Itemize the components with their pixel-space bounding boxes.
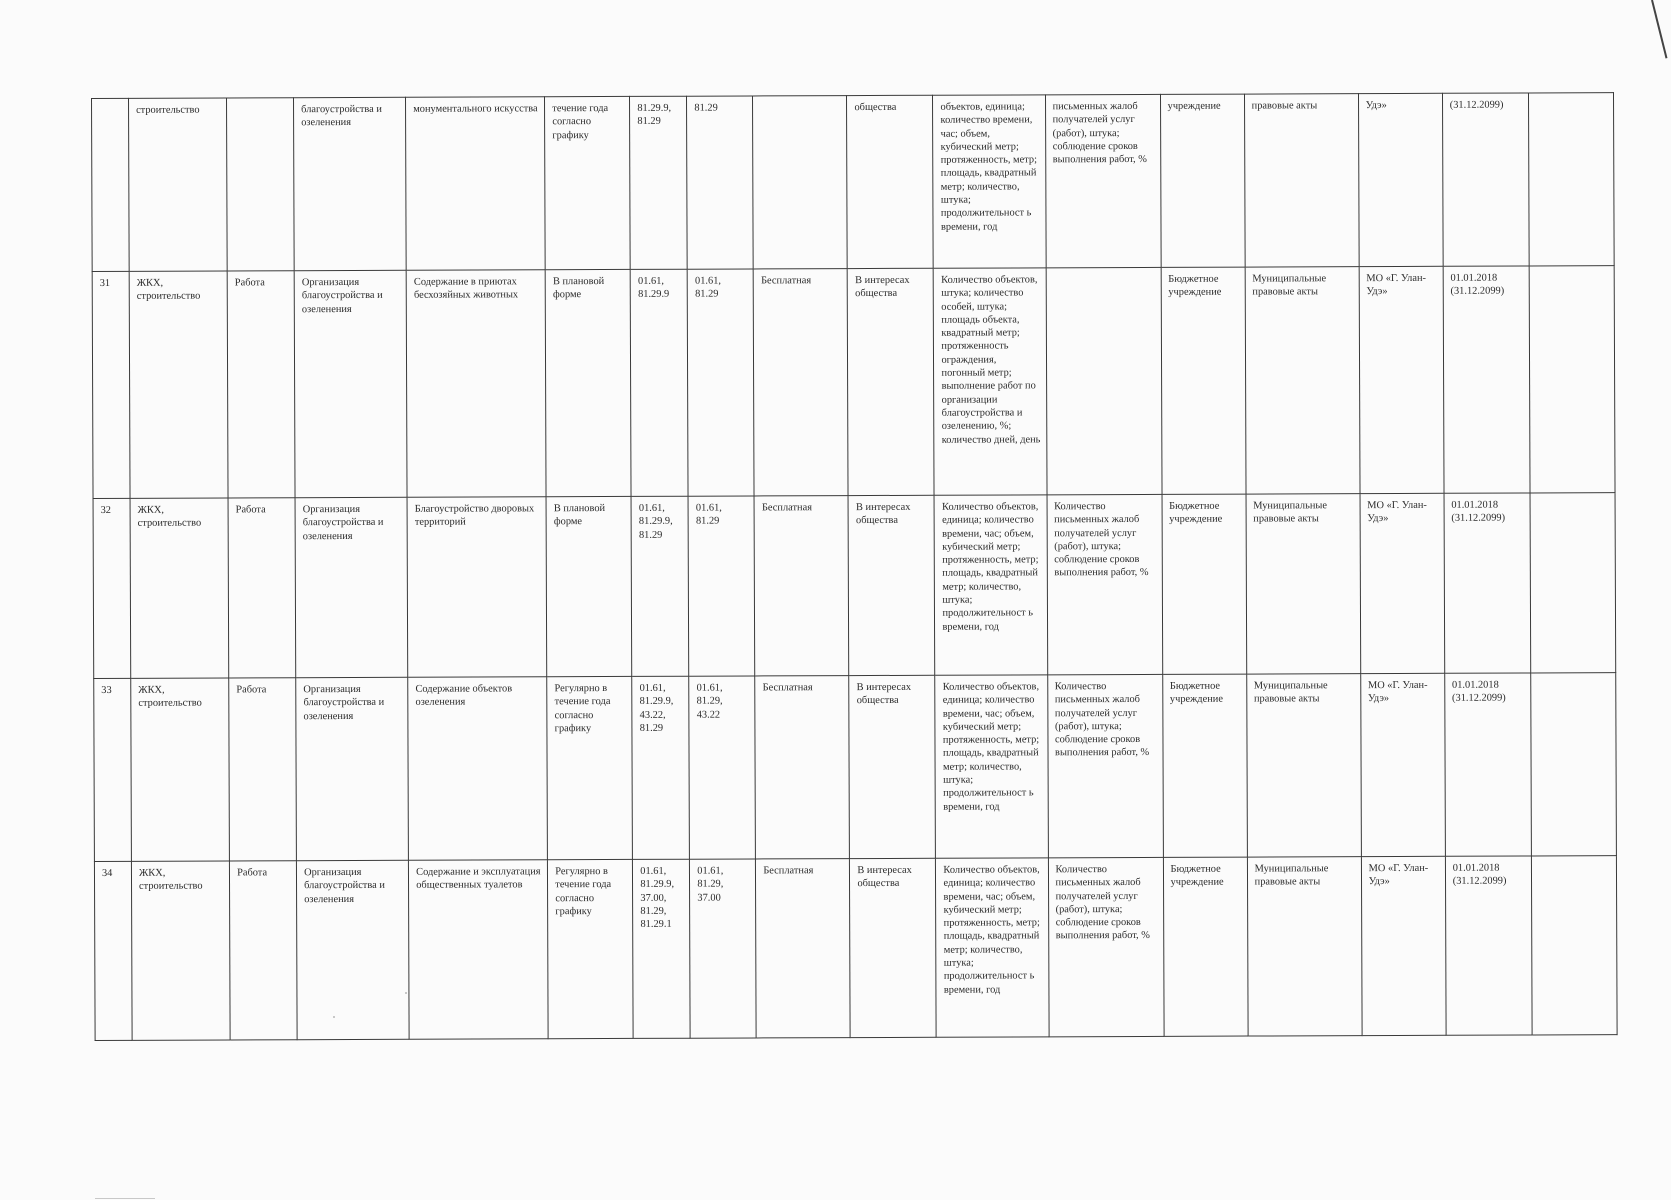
cell-name: Содержание и эксплуатация общественных туалетов: [409, 860, 549, 1040]
cell-group: Организация благоустройства и озеленения: [296, 677, 409, 860]
cell-number: 32: [93, 498, 131, 678]
cell-quality-indicators: письменных жалоб получателей услуг (работ), штука; соблюдение сроков выполнения работ, %: [1045, 94, 1161, 267]
cell-payment: Бесплатная: [756, 859, 851, 1038]
cell-founder: МО «Г. Улан-Удэ»: [1359, 266, 1444, 493]
cell-sector: ЖКХ, строительство: [129, 271, 228, 498]
scan-speck: [95, 1198, 155, 1199]
cell-name: Содержание в приютах бесхозяйных животных: [406, 270, 546, 498]
cell-okpd: 81.29: [687, 96, 754, 269]
cell-legal-basis: Муниципальные правовые акты: [1246, 494, 1361, 674]
cell-extra: [1530, 493, 1616, 673]
cell-legal-basis: Муниципальные правовые акты: [1246, 674, 1361, 857]
cell-group: Организация благоустройства и озеленения: [297, 860, 410, 1039]
cell-consumers: В интересах общества: [850, 858, 937, 1037]
cell-institution-type: Бюджетное учреждение: [1163, 857, 1248, 1036]
cell-type: Работа: [229, 678, 297, 861]
cell-institution-type: Бюджетное учреждение: [1162, 494, 1247, 674]
cell-period: 01.01.2018 (31.12.2099): [1444, 673, 1531, 856]
table-row: [92, 266, 1615, 499]
cell-type: Работа: [228, 498, 296, 678]
cell-number: 31: [92, 271, 130, 498]
cell-institution-type: учреждение: [1160, 94, 1245, 267]
cell-name: монументального искусства: [406, 97, 546, 271]
cell-extra: [1530, 673, 1616, 856]
cell-founder: МО «Г. Улан-Удэ»: [1360, 673, 1445, 856]
cell-consumers: В интересах общества: [848, 495, 935, 675]
cell-legal-basis: правовые акты: [1244, 94, 1359, 267]
services-registry-table: [91, 92, 1618, 1041]
cell-institution-type: Бюджетное учреждение: [1161, 267, 1246, 494]
cell-type: [227, 98, 295, 271]
cell-type: Работа: [227, 271, 295, 498]
cell-group: Организация благоустройства и озеленения: [295, 497, 408, 677]
cell-payment: [753, 96, 848, 269]
scan-page-edge: [1651, 0, 1667, 58]
cell-okved: 01.61, 81.29.9, 43.22, 81.29: [632, 676, 690, 859]
cell-okved: 01.61, 81.29.9, 37.00, 81.29, 81.29.1: [633, 859, 691, 1038]
cell-legal-basis: Муниципальные правовые акты: [1247, 857, 1362, 1036]
cell-form: течение года согласно графику: [545, 96, 631, 269]
cell-founder: МО «Г. Улан-Удэ»: [1361, 856, 1446, 1035]
cell-name: Благоустройство дворовых территорий: [407, 497, 547, 678]
cell-consumers: общества: [847, 95, 934, 268]
cell-extra: [1528, 93, 1614, 266]
cell-quality-indicators: Количество письменных жалоб получателей услуг (работ), штука; соблюдение сроков выполнения работ, %: [1048, 857, 1164, 1036]
cell-legal-basis: Муниципальные правовые акты: [1245, 267, 1360, 494]
cell-group: Организация благоустройства и озеленения: [294, 270, 407, 497]
cell-okved: 01.61, 81.29.9, 81.29: [631, 496, 689, 676]
cell-okpd: 01.61, 81.29, 43.22: [689, 676, 756, 859]
cell-group: благоустройства и озеленения: [294, 97, 407, 270]
cell-form: В плановой форме: [546, 496, 632, 676]
cell-number: 34: [94, 861, 132, 1040]
cell-sector: строительство: [129, 98, 228, 271]
cell-form: Регулярно в течение года согласно графику: [548, 859, 634, 1038]
cell-volume-indicators: Количество объектов, единица; количество времени, час; объем, кубический метр; протяженность, метр; площадь, квадратный метр; количество, штука; продолжительност ь времени, год: [935, 675, 1048, 858]
cell-payment: Бесплатная: [754, 496, 849, 676]
cell-okpd: 01.61, 81.29: [688, 496, 755, 676]
cell-okpd: 01.61, 81.29: [687, 269, 754, 496]
table-row: [93, 493, 1616, 679]
cell-period: 01.01.2018 (31.12.2099): [1445, 856, 1532, 1035]
cell-period: 01.01.2018 (31.12.2099): [1443, 266, 1530, 493]
cell-okved: 01.61, 81.29.9: [630, 269, 688, 496]
cell-consumers: В интересах общества: [848, 268, 935, 495]
cell-sector: ЖКХ, строительство: [131, 678, 230, 861]
cell-volume-indicators: объектов, единица; количество времени, час; объем, кубический метр; протяженность, метр; площадь, квадратный метр; количество, штука; продолжительност ь времени, год: [933, 95, 1046, 268]
cell-volume-indicators: Количество объектов, единица; количество времени, час; объем, кубический метр; протяженность, метр; площадь, квадратный метр; количество, штука; продолжительност ь времени, год: [936, 858, 1049, 1037]
cell-founder: МО «Г. Улан-Удэ»: [1360, 493, 1445, 673]
cell-number: [92, 98, 130, 271]
cell-number: 33: [94, 678, 132, 861]
cell-period: 01.01.2018 (31.12.2099): [1444, 493, 1531, 673]
table-row: [94, 856, 1617, 1041]
cell-name: Содержание объектов озеленения: [408, 677, 548, 861]
cell-type: Работа: [230, 861, 298, 1040]
cell-sector: ЖКХ, строительство: [130, 498, 229, 678]
cell-volume-indicators: Количество объектов, единица; количество времени, час; объем, кубический метр; протяженность, метр; площадь, квадратный метр; количество, штука; продолжительност ь времени, год: [934, 495, 1047, 675]
cell-period: (31.12.2099): [1442, 93, 1529, 266]
cell-okved: 81.29.9, 81.29: [630, 96, 688, 269]
cell-form: В плановой форме: [545, 269, 631, 496]
cell-consumers: В интересах общества: [849, 675, 936, 858]
table-row: [92, 93, 1615, 272]
cell-quality-indicators: Количество письменных жалоб получателей услуг (работ), штука; соблюдение сроков выполнения работ, %: [1047, 494, 1163, 674]
cell-founder: Удэ»: [1358, 93, 1443, 266]
cell-payment: Бесплатная: [755, 676, 850, 859]
cell-extra: [1529, 266, 1615, 493]
cell-form: Регулярно в течение года согласно графику: [547, 676, 633, 859]
cell-quality-indicators: Количество письменных жалоб получателей услуг (работ), штука; соблюдение сроков выполнения работ, %: [1047, 674, 1163, 857]
cell-quality-indicators: [1046, 267, 1162, 494]
cell-extra: [1531, 856, 1617, 1035]
table-row: [94, 673, 1617, 862]
cell-payment: Бесплатная: [754, 269, 849, 496]
cell-sector: ЖКХ, строительство: [131, 861, 230, 1040]
cell-okpd: 01.61, 81.29, 37.00: [690, 859, 757, 1038]
cell-institution-type: Бюджетное учреждение: [1162, 674, 1247, 857]
cell-volume-indicators: Количество объектов, штука; количество особей, штука; площадь объекта, квадратный метр; протяженность ограждения, погонный метр; выполнение работ по организации благоустройства и озеленению, %; количество дней, день: [934, 268, 1047, 495]
